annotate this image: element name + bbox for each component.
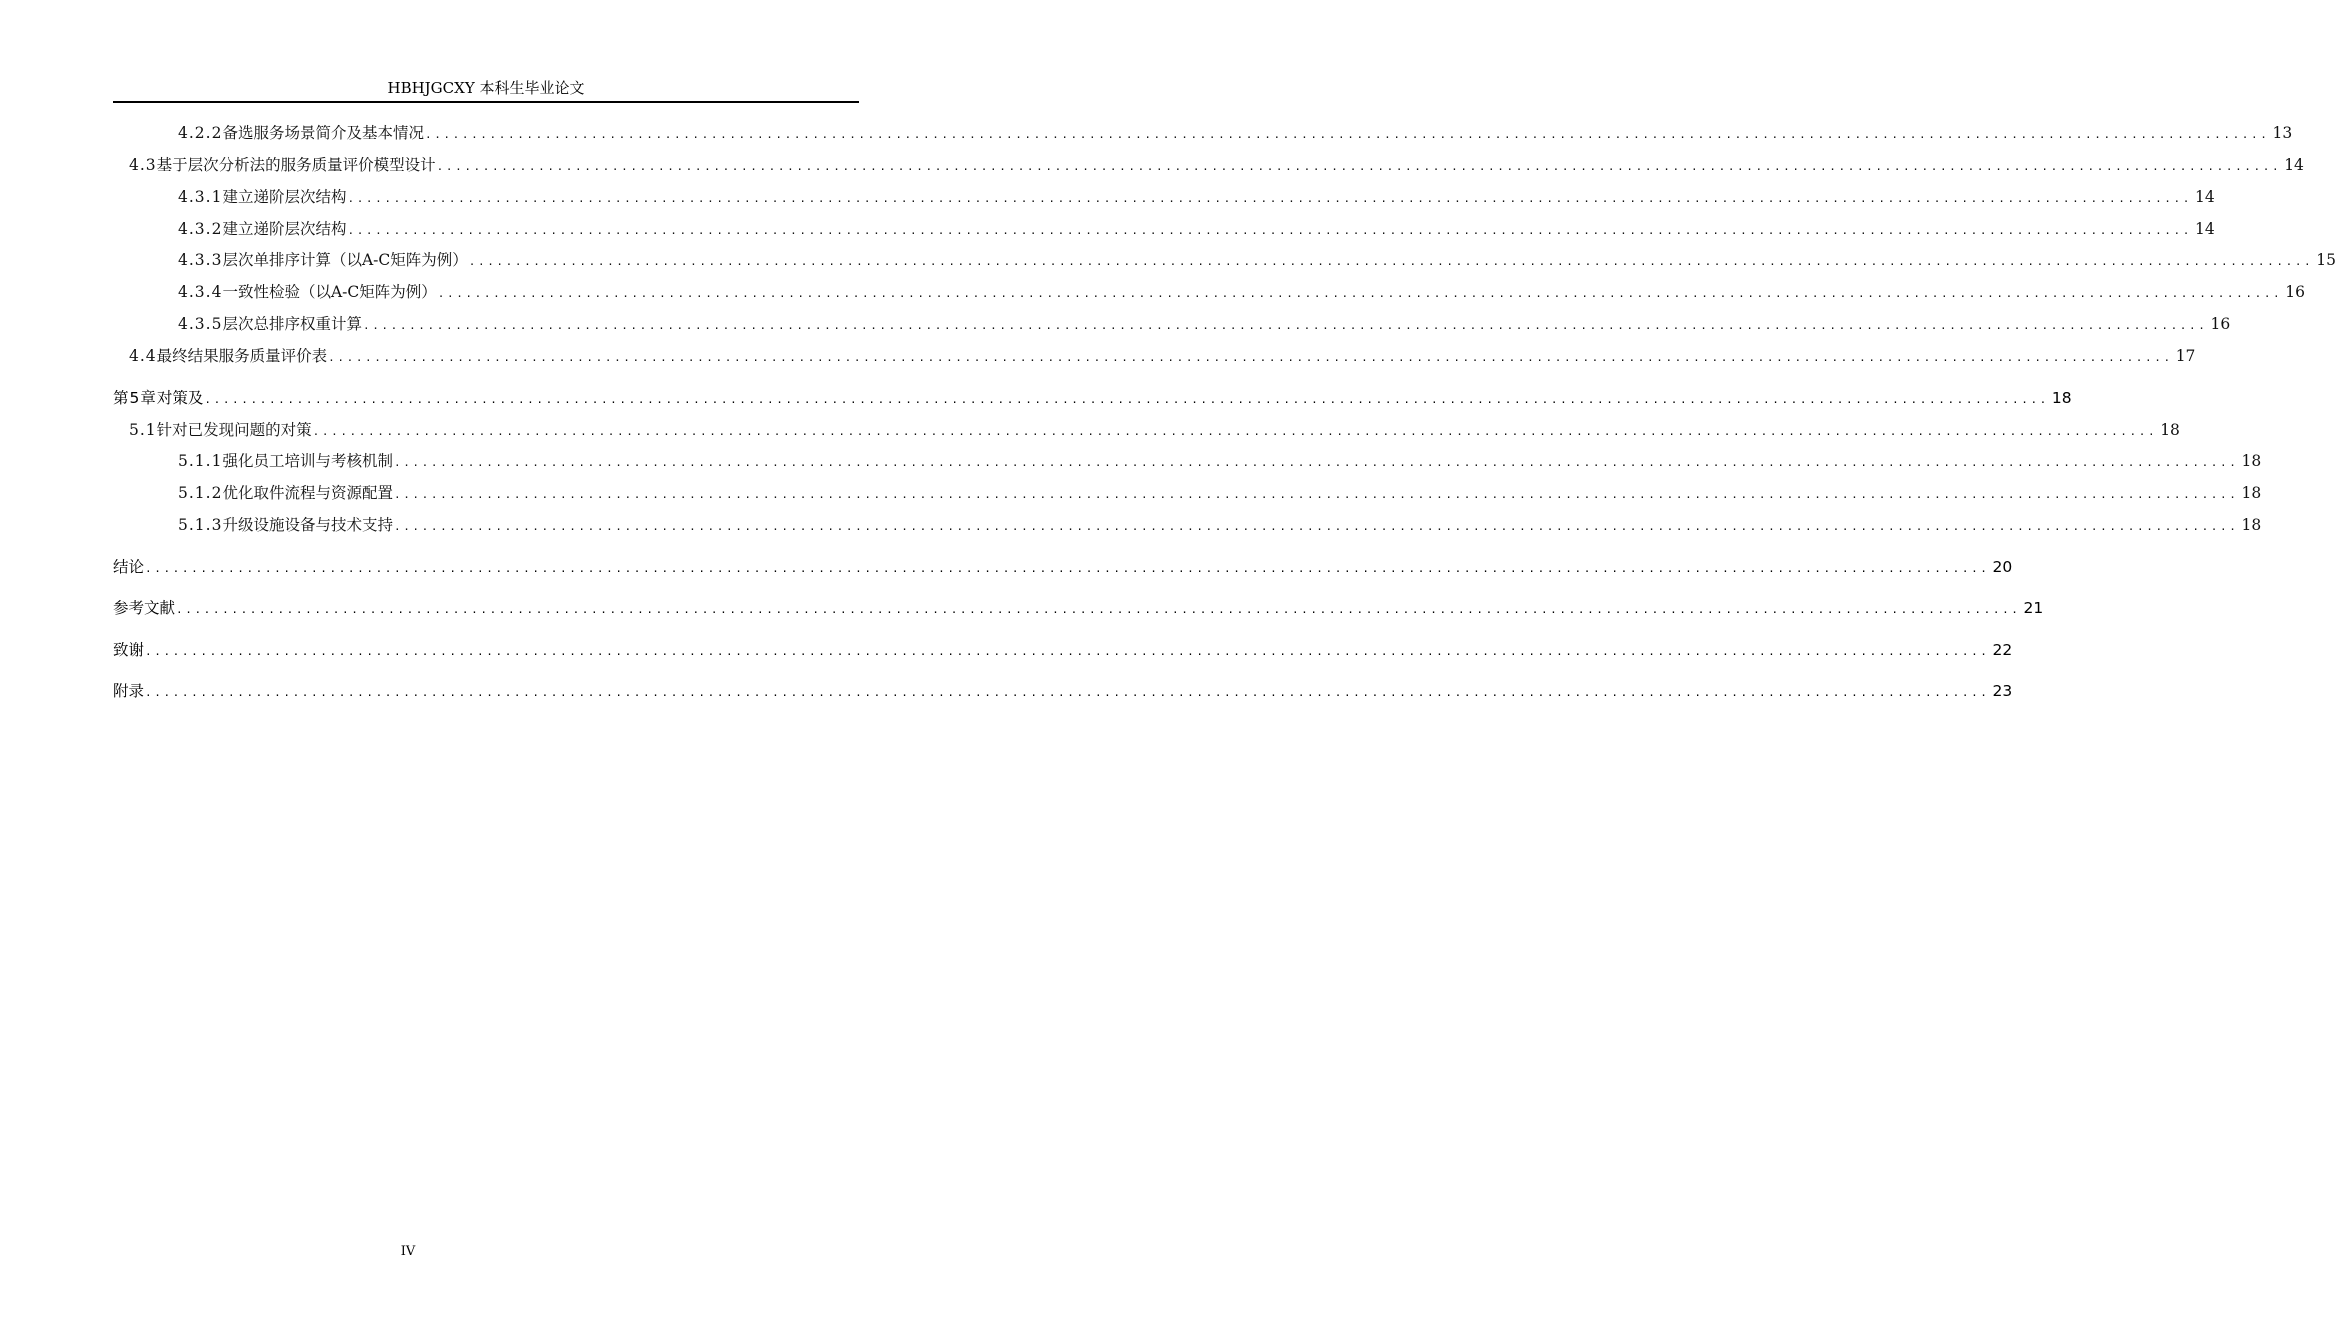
toc-entry-number: 4.3.3	[178, 251, 223, 269]
toc-entry-number: 5.1.1	[178, 452, 223, 470]
toc-entry[interactable]	[178, 122, 2293, 144]
toc-entry-title: 一致性检验（以A-C矩阵为例）	[222, 283, 437, 301]
toc-entry-page-number: 18	[2241, 516, 2262, 534]
page-number: IV	[400, 1244, 416, 1259]
toc-dot-leader: ........................................................................................................................................................................................................	[393, 456, 2239, 469]
toc-entry-page-number: 14	[2194, 220, 2215, 238]
toc-entry-title: 参考文献	[113, 599, 176, 617]
toc-entry[interactable]	[178, 281, 2305, 303]
toc-entry-title: 层次总排序权重计算	[222, 315, 362, 333]
toc-entry[interactable]	[178, 313, 2231, 335]
toc-entry-title: 结论	[113, 558, 145, 576]
toc-entry-title: 最终结果服务质量评价表	[156, 347, 328, 365]
toc-entry-title: 强化员工培训与考核机制	[222, 452, 393, 470]
toc-dot-leader: ........................................................................................................................................................................................................	[424, 128, 2270, 141]
toc-entry-title: 优化取件流程与资源配置	[222, 484, 393, 502]
toc-entry-number: 5.1	[129, 421, 157, 439]
toc-entry-page-number: 16	[2210, 315, 2231, 333]
toc-dot-leader: ........................................................................................................................................................................................................	[145, 645, 1990, 658]
toc-entry[interactable]	[178, 482, 2262, 504]
toc-entry-page-number: 23	[1992, 682, 2013, 700]
toc-entry-title: 基于层次分析法的服务质量评价模型设计	[156, 156, 436, 174]
toc-dot-leader: ........................................................................................................................................................................................................	[393, 520, 2239, 533]
toc-entry-page-number: 18	[2241, 484, 2262, 502]
toc-entry[interactable]	[113, 387, 2072, 409]
toc-dot-leader: ........................................................................................................................................................................................................	[312, 425, 2158, 438]
toc-dot-leader: ........................................................................................................................................................................................................	[204, 393, 2049, 406]
toc-entry-number: 5.1.3	[178, 516, 223, 534]
toc-entry[interactable]	[113, 556, 2013, 578]
toc-entry[interactable]	[113, 639, 2013, 661]
toc-entry-page-number: 17	[2175, 347, 2196, 365]
toc-entry[interactable]	[129, 345, 2196, 367]
toc-entry-number: 4.3.5	[178, 315, 223, 333]
toc-entry-number: 第5章	[113, 389, 157, 407]
toc-entry[interactable]	[113, 597, 2044, 619]
toc-dot-leader: ........................................................................................................................................................................................................	[328, 351, 2173, 364]
toc-entry-page-number: 18	[2051, 389, 2072, 407]
toc-dot-leader: ........................................................................................................................................................................................................	[145, 562, 1990, 575]
toc-entry-title: 建立递阶层次结构	[222, 220, 347, 238]
toc-entry-title: 升级设施设备与技术支持	[222, 516, 393, 534]
toc-entry-page-number: 20	[1992, 558, 2013, 576]
toc-entry-number: 4.3	[129, 156, 157, 174]
toc-entry-number: 4.3.1	[178, 188, 223, 206]
toc-entry[interactable]	[178, 186, 2215, 208]
toc-entry-number: 4.2.2	[178, 124, 223, 142]
toc-dot-leader: ........................................................................................................................................................................................................	[468, 255, 2314, 268]
toc-entry-title: 对策及	[156, 389, 204, 407]
toc-dot-leader: ........................................................................................................................................................................................................	[393, 488, 2239, 501]
toc-entry-title: 备选服务场景简介及基本情况	[222, 124, 424, 142]
toc-entry-title: 建立递阶层次结构	[222, 188, 347, 206]
toc-entry-page-number: 18	[2241, 452, 2262, 470]
toc-entry-title: 针对已发现问题的对策	[156, 421, 312, 439]
toc-entry-page-number: 21	[2023, 599, 2044, 617]
toc-dot-leader: ........................................................................................................................................................................................................	[437, 287, 2283, 300]
toc-dot-leader: ........................................................................................................................................................................................................	[176, 603, 2021, 616]
toc-dot-leader: ........................................................................................................................................................................................................	[436, 160, 2282, 173]
toc-entry-page-number: 15	[2316, 251, 2336, 269]
toc-dot-leader: ........................................................................................................................................................................................................	[347, 192, 2192, 205]
toc-dot-leader: ........................................................................................................................................................................................................	[145, 686, 1990, 699]
toc-entry[interactable]	[178, 450, 2262, 472]
toc-dot-leader: ........................................................................................................................................................................................................	[347, 224, 2192, 237]
toc-entry-number: 4.4	[129, 347, 157, 365]
toc-entry-number: 4.3.2	[178, 220, 223, 238]
toc-entry[interactable]	[178, 514, 2262, 536]
toc-entry-number: 4.3.4	[178, 283, 223, 301]
toc-entry-page-number: 16	[2285, 283, 2305, 301]
toc-dot-leader: ........................................................................................................................................................................................................	[362, 319, 2208, 332]
toc-entry[interactable]	[178, 249, 2336, 271]
toc-entry[interactable]	[129, 154, 2304, 176]
toc-entry[interactable]	[129, 419, 2180, 441]
toc-entry-number: 5.1.2	[178, 484, 223, 502]
header-rule	[113, 101, 859, 103]
toc-entry[interactable]	[178, 218, 2215, 240]
toc-entry-title: 层次单排序计算（以A-C矩阵为例）	[222, 251, 468, 269]
toc-entry-title: 附录	[113, 682, 145, 700]
toc-entry-page-number: 14	[2284, 156, 2304, 174]
toc-entry[interactable]	[113, 680, 2013, 702]
page-header-title: HBHJGCXY 本科生毕业论文	[387, 79, 585, 97]
toc-entry-page-number: 14	[2194, 188, 2215, 206]
toc-entry-page-number: 22	[1992, 641, 2013, 659]
toc-entry-title: 致谢	[113, 641, 145, 659]
toc-entry-page-number: 13	[2272, 124, 2293, 142]
toc-entry-page-number: 18	[2160, 421, 2180, 439]
